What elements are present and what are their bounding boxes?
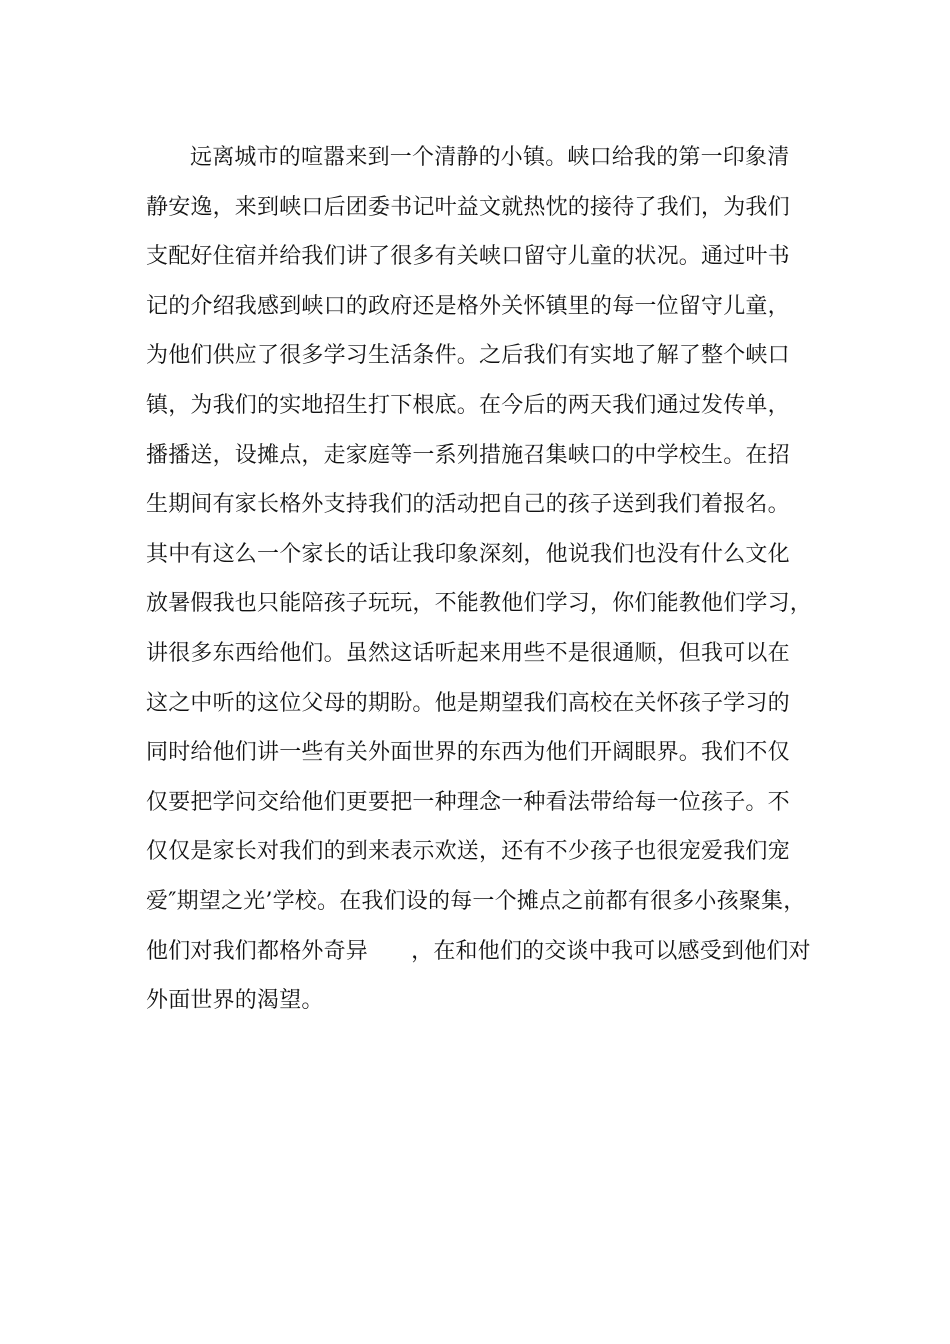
paragraph-line: 镇，为我们的实地招生打下根底。在今后的两天我们通过发传单， <box>146 392 790 418</box>
paragraph-line: 这之中听的这位父母的期盼。他是期望我们高校在关怀孩子学习的 <box>146 690 790 716</box>
paragraph-line: 静安逸，来到峡口后团委书记叶益文就热忱的接待了我们，为我们 <box>146 194 790 220</box>
paragraph-line: 仅仅是家长对我们的到来表示欢送，还有不少孩子也很宠爱我们宠 <box>146 839 790 865</box>
paragraph-line: 同时给他们讲一些有关外面世界的东西为他们开阔眼界。我们不仅 <box>146 740 790 766</box>
paragraph-line: 仅要把学问交给他们更要把一种理念一种看法带给每一位孩子。不 <box>146 789 790 815</box>
paragraph-line: 为他们供应了很多学习生活条件。之后我们有实地了解了整个峡口 <box>146 343 790 369</box>
paragraph-line: 放暑假我也只能陪孩子玩玩，不能教他们学习，你们能教他们学习， <box>146 591 813 617</box>
paragraph-line: 播播送，设摊点，走家庭等一系列措施召集峡口的中学校生。在招 <box>146 442 790 468</box>
paragraph-line: 他们对我们都格外奇异 ，在和他们的交谈中我可以感受到他们对 <box>146 938 811 964</box>
paragraph-line: 远离城市的喧嚣来到一个清静的小镇。峡口给我的第一印象清 <box>190 145 790 170</box>
paragraph-line: 生期间有家长格外支持我们的活动把自己的孩子送到我们着报名。 <box>146 492 790 518</box>
paragraph-line: 其中有这么一个家长的话让我印象深刻，他说我们也没有什么文化 <box>146 541 790 567</box>
paragraph-line: 记的介绍我感到峡口的政府还是格外关怀镇里的每一位留守儿童， <box>146 293 790 319</box>
paragraph-line: 爱″期望之光’学校。在我们设的每一个摊点之前都有很多小孩聚集， <box>146 888 806 914</box>
paragraph-line: 讲很多东西给他们。虽然这话听起来用些不是很通顺，但我可以在 <box>146 640 790 666</box>
paragraph-line: 支配好住宿并给我们讲了很多有关峡口留守儿童的状况。通过叶书 <box>146 244 790 270</box>
body-paragraph <box>146 133 826 1026</box>
paragraph-line: 外面世界的渴望。 <box>146 988 324 1014</box>
